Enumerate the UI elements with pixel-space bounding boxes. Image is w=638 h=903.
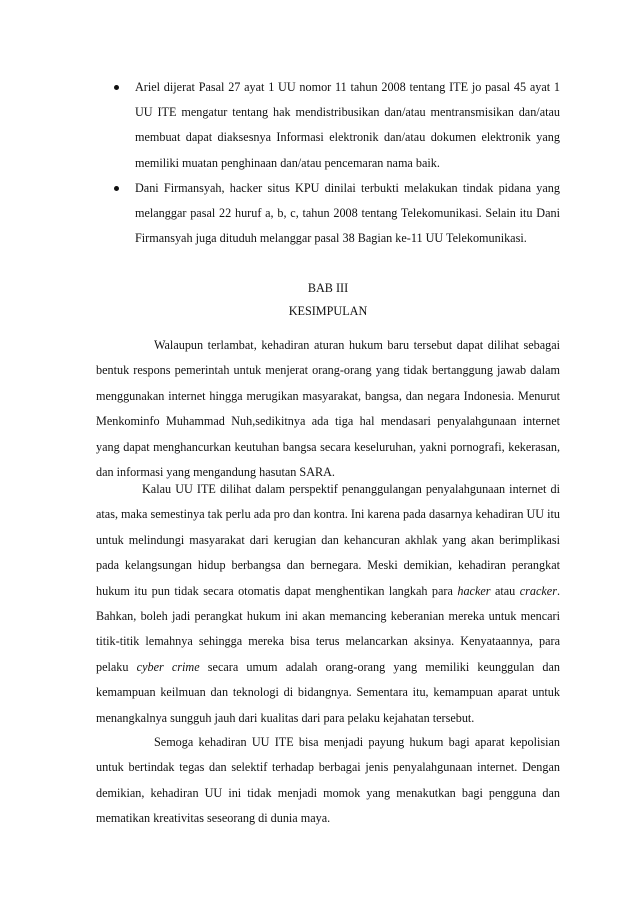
term-cyber-crime: cyber crime [136,659,200,674]
chapter-label: BAB III [307,281,349,295]
paragraph-3-text: Semoga kehadiran UU ITE bisa menjadi payung hukum bagi aparat kepolisian untuk bertindak tegas dan selektif terhadap berbagai jenis penyalahgunaan internet. Dengan demikian, kehadiran UU ini tidak menjadi momok yang menakutkan bagi pengguna dan mematikan kreativitas seseorang di dunia maya. [96,735,560,826]
list-item-text: Ariel dijerat Pasal 27 ayat 1 UU nomor 11 tahun 2008 tentang ITE jo pasal 45 ayat 1 UU ITE mengatur tentang hak mendistribusikan dan/atau mentransmisikan dan/atau membuat dapat diaksesnya Informasi elektronik dan/atau dokumen elektronik yang memiliki muatan penghinaan dan/atau pencemaran nama baik. [135,80,560,170]
list-item [135,176,560,252]
bullet-list [135,75,560,251]
term-cracker: cracker [519,583,557,598]
paragraph-2-text-d: secara umum adalah orang-orang yang memiliki keunggulan dan kemampuan keilmuan dan teknologi di bidangnya. Sementara itu, kemampuan aparat untuk menangkalnya sungguh jauh dari kualitas dari para pelaku kejahatan tersebut. [96,659,560,725]
chapter-title: KESIMPULAN [288,304,368,318]
paragraph-1-text: Walaupun terlambat, kehadiran aturan hukum baru tersebut dapat dilihat sebagai bentuk respons pemerintah untuk menjerat orang-orang yang tidak bertanggung jawab dalam menggunakan internet hingga merugikan masyarakat, bangsa, dan negara Indonesia. Menurut Menkominfo Muhammad Nuh,sedikitnya ada tiga hal mendasari penyalahgunaan internet yang dapat menghancurkan keutuhan bangsa secara keseluruhan, yakni pornografi, kekerasan, dan informasi yang mengandung hasutan SARA. [96,338,560,480]
bullet-icon [114,85,119,90]
list-item-text: Dani Firmansyah, hacker situs KPU dinilai terbukti melakukan tindak pidana yang melanggar pasal 22 huruf a, b, c, tahun 2008 tentang Telekomunikasi. Selain itu Dani Firmansyah juga dituduh melanggar pasal 38 Bagian ke-11 UU Telekomunikasi. [135,180,560,246]
list-item [135,75,560,176]
bullet-icon [114,186,119,191]
paragraph-1 [96,333,560,485]
paragraph-2-text-a: Kalau UU ITE dilihat dalam perspektif penanggulangan penyalahgunaan internet di atas, maka semestinya tak perlu ada pro dan kontra. Ini karena pada dasarnya kehadiran UU itu untuk melindungi masyarakat dari kerugian dan kehancuran akhlak yang akan berimplikasi pada kelangsungan hidup berbangsa dan bernegara. Meski demikian, kehadiran perangkat hukum itu pun tidak secara otomatis dapat menghentikan langkah para [96,482,560,598]
paragraph-2 [96,477,560,731]
paragraph-2-text-c: . Bahkan, boleh jadi perangkat hukum ini akan memancing keberanian mereka untuk mencari titik-titik lemahnya sehingga mereka bisa terus melancarkan aksinya. Kenyataannya, para pelaku [96,583,560,674]
term-hacker: hacker [457,583,491,598]
paragraph-3 [96,730,560,832]
paragraph-2-text-b: atau [490,583,520,598]
